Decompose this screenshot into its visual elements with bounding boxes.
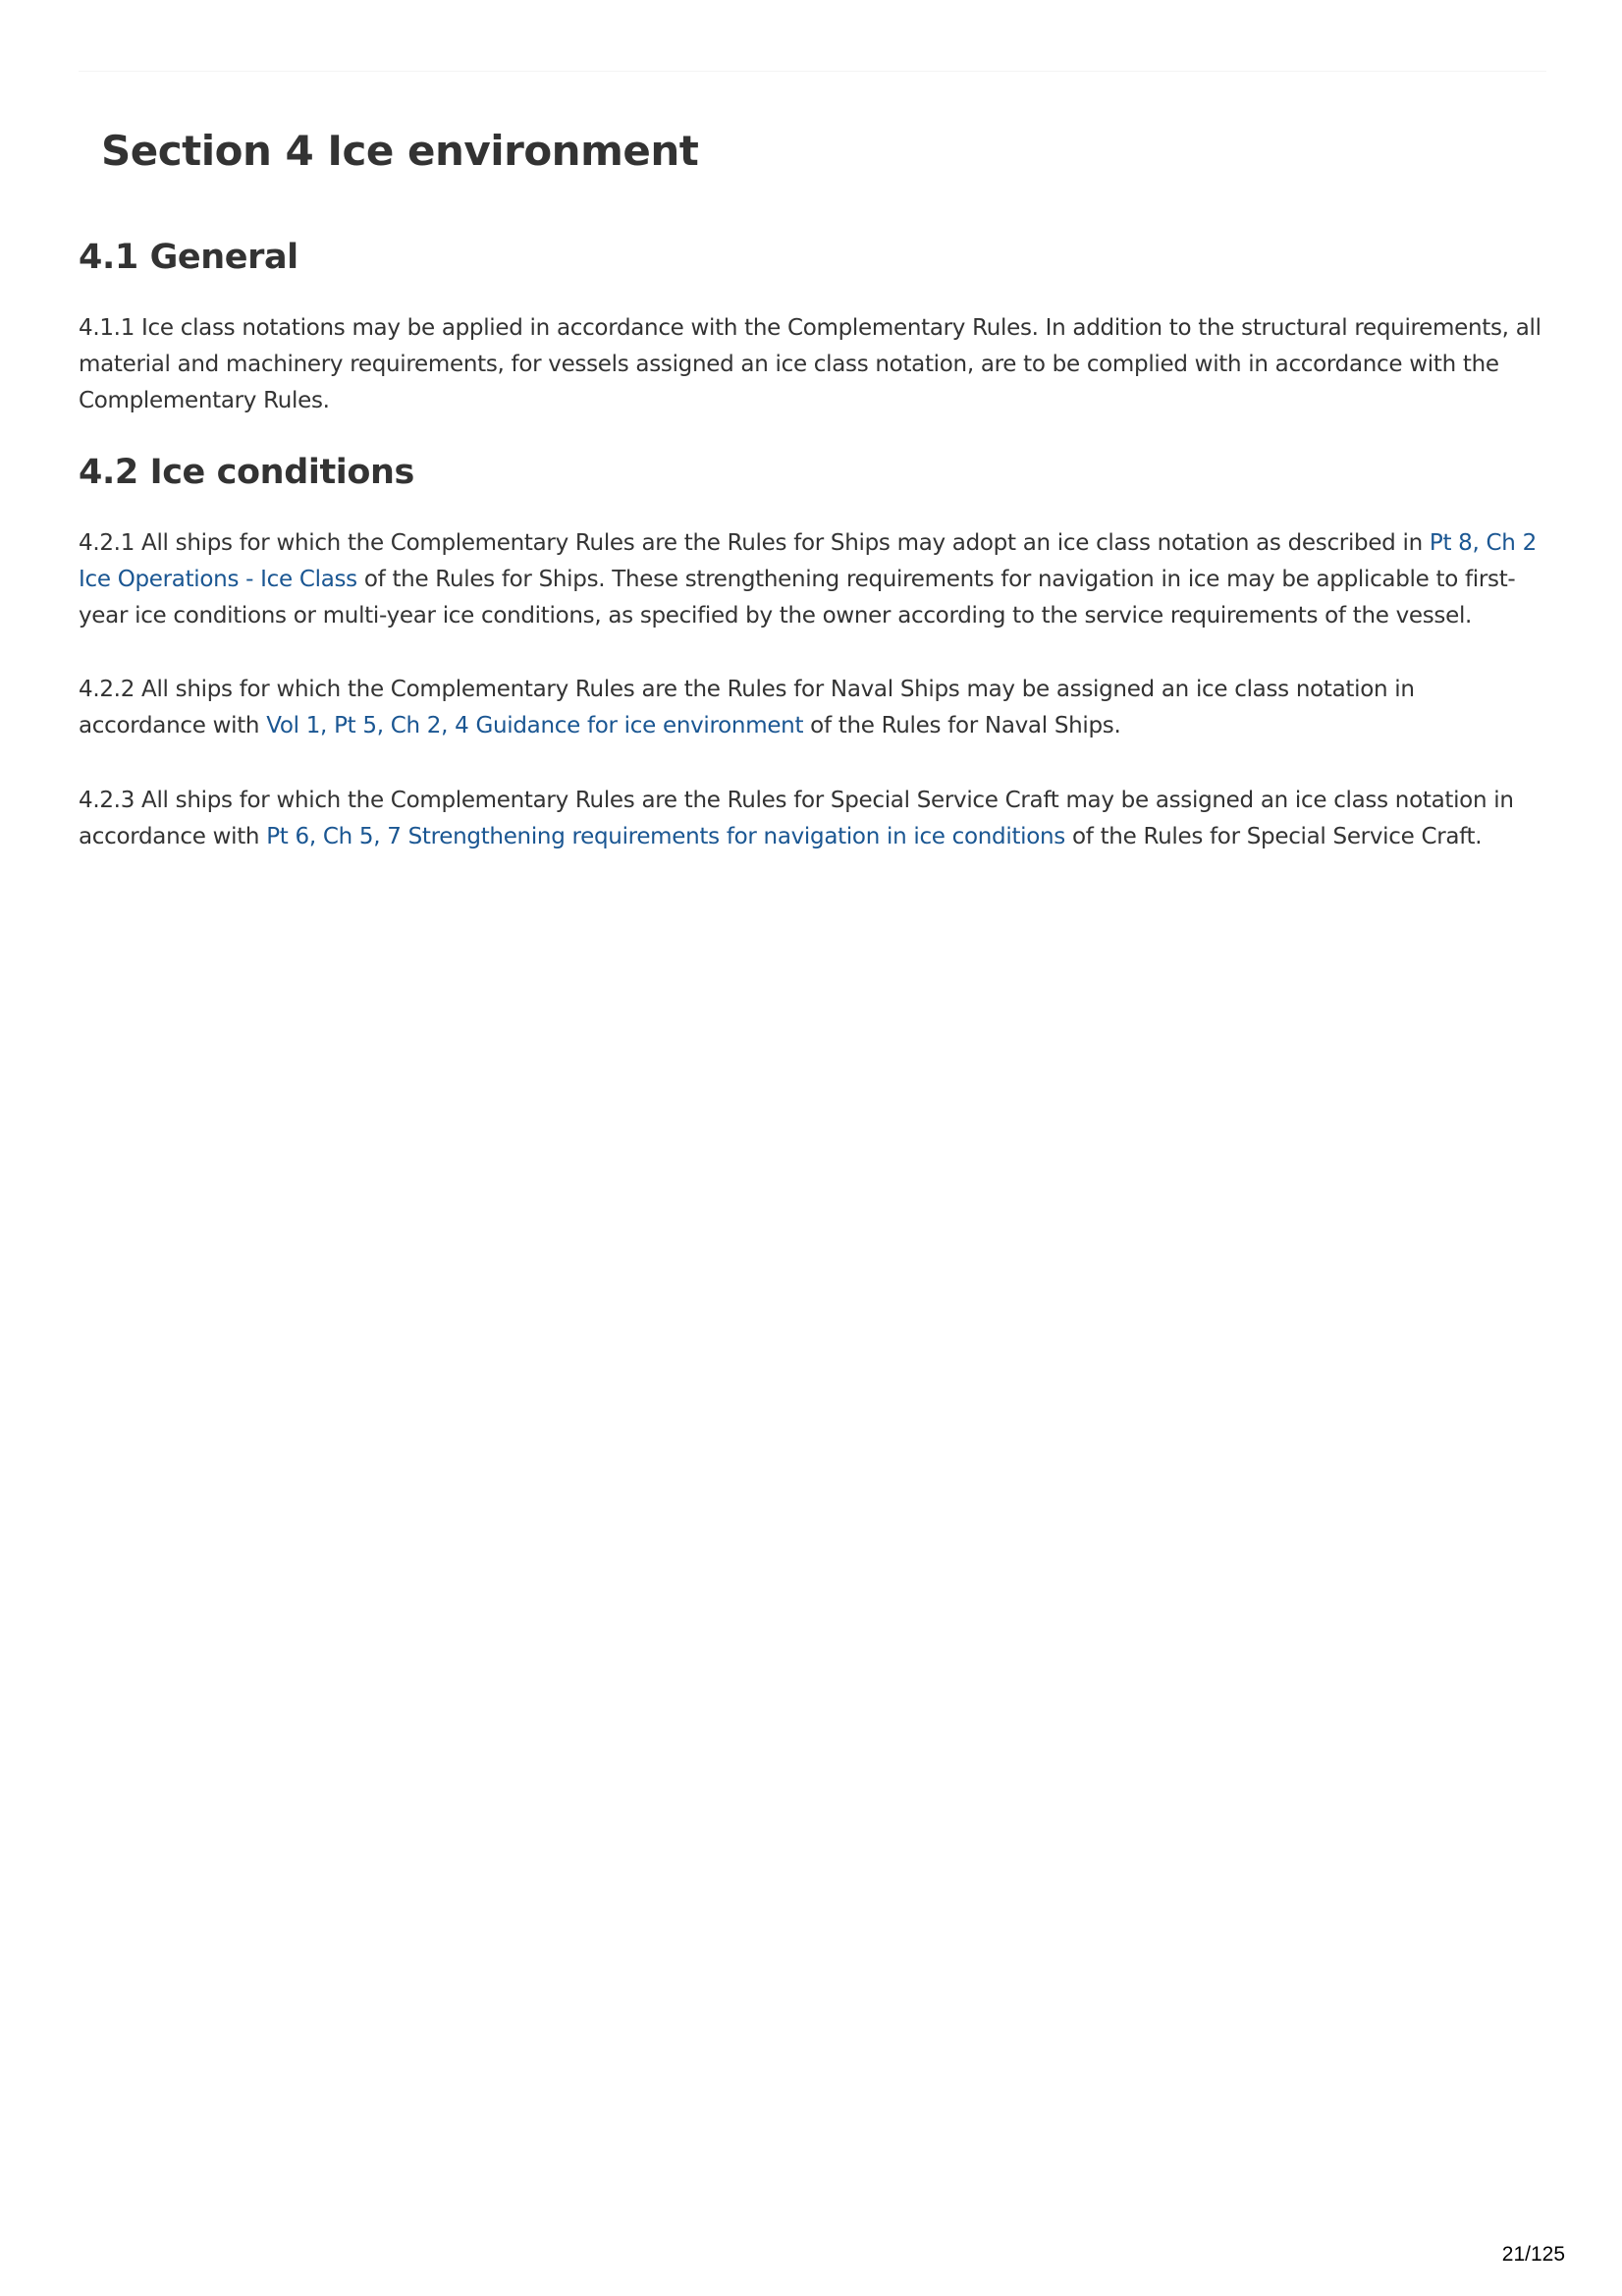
- paragraph-text: of the Rules for Naval Ships.: [803, 713, 1121, 738]
- paragraph-text: of the Rules for Special Service Craft.: [1065, 824, 1483, 849]
- paragraph-text: 4.2.3 All ships for which the Complementary Rules are the Rules for Special Service Craft may be assigned an ice class notation in accordance with: [79, 788, 1514, 849]
- paragraph-4-2-2: [79, 672, 1546, 744]
- top-divider: [79, 71, 1546, 72]
- page-number: 21/125: [1501, 2243, 1565, 2266]
- link-pt8-ch2-ice-class[interactable]: Pt 8, Ch 2 Ice Operations - Ice Class: [79, 530, 1537, 592]
- subsection-heading-general: 4.1 General: [79, 238, 298, 277]
- paragraph-4-2-3: [79, 783, 1546, 855]
- link-vol1-pt5-ch2-guidance[interactable]: Vol 1, Pt 5, Ch 2, 4 Guidance for ice environment: [266, 713, 804, 738]
- subsection-heading-ice-conditions: 4.2 Ice conditions: [79, 453, 414, 492]
- paragraph-text: of the Rules for Ships. These strengthening requirements for navigation in ice may be applicable to first-year ice conditions or multi-year ice conditions, as specified by the owner according to the service requirements of the vessel.: [79, 567, 1516, 629]
- paragraph-text: 4.2.1 All ships for which the Complementary Rules are the Rules for Ships may adopt an ice class notation as described in: [79, 530, 1430, 556]
- section-title: Section 4 Ice environment: [101, 127, 699, 175]
- paragraph-text: 4.2.2 All ships for which the Complementary Rules are the Rules for Naval Ships may be assigned an ice class notation in accordance with: [79, 677, 1415, 738]
- link-pt6-ch5-strengthening[interactable]: Pt 6, Ch 5, 7 Strengthening requirements for navigation in ice conditions: [266, 824, 1065, 849]
- paragraph-4-2-1: [79, 525, 1546, 634]
- paragraph-4-1-1: 4.1.1 Ice class notations may be applied in accordance with the Complementary Rules. In addition to the structural requirements, all material and machinery requirements, for vessels assigned an ice class notation, are to be complied with in accordance with the Complementary Rules.: [79, 315, 1541, 413]
